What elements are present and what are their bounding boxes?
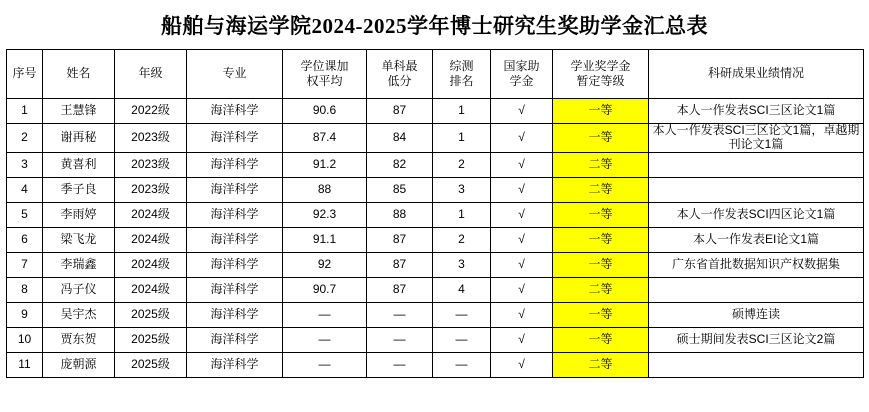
cell-research: 硕博连读 <box>649 302 864 327</box>
column-header-gpa <box>283 50 367 99</box>
cell-name: 黄喜利 <box>43 152 115 177</box>
cell-min-score: 88 <box>367 202 433 227</box>
cell-grade: 2025级 <box>115 302 187 327</box>
column-header-gpa-line1: 学位课加 <box>300 59 349 73</box>
cell-min-score: — <box>367 352 433 377</box>
cell-rank: 1 <box>433 202 491 227</box>
cell-award-level: 二等 <box>553 152 649 177</box>
table-row <box>7 202 864 227</box>
cell-major: 海洋科学 <box>187 202 283 227</box>
cell-min-score: 87 <box>367 227 433 252</box>
cell-grade: 2025级 <box>115 327 187 352</box>
cell-rank: — <box>433 352 491 377</box>
cell-research: 本人一作发表SCI三区论文1篇，卓越期刊论文1篇 <box>649 124 864 153</box>
column-header-rank <box>433 50 491 99</box>
cell-major: 海洋科学 <box>187 277 283 302</box>
cell-gpa: 92 <box>283 252 367 277</box>
table-row <box>7 302 864 327</box>
cell-index: 10 <box>7 327 43 352</box>
table-row <box>7 277 864 302</box>
cell-index: 2 <box>7 124 43 153</box>
column-header-name: 姓名 <box>43 50 115 99</box>
cell-grade: 2025级 <box>115 352 187 377</box>
cell-national-grant: √ <box>491 227 553 252</box>
cell-grade: 2024级 <box>115 202 187 227</box>
cell-national-grant: √ <box>491 124 553 153</box>
cell-rank: — <box>433 302 491 327</box>
cell-index: 3 <box>7 152 43 177</box>
column-header-index: 序号 <box>7 50 43 99</box>
cell-grade: 2022级 <box>115 99 187 124</box>
cell-major: 海洋科学 <box>187 124 283 153</box>
cell-min-score: 87 <box>367 99 433 124</box>
table-header <box>7 50 864 99</box>
page-title: 船舶与海运学院2024-2025学年博士研究生奖助学金汇总表 <box>161 14 708 38</box>
cell-national-grant: √ <box>491 327 553 352</box>
cell-major: 海洋科学 <box>187 352 283 377</box>
cell-grade: 2023级 <box>115 152 187 177</box>
cell-rank: 2 <box>433 152 491 177</box>
cell-rank: 4 <box>433 277 491 302</box>
cell-grade: 2023级 <box>115 124 187 153</box>
column-header-gpa-line2: 权平均 <box>306 74 343 88</box>
cell-index: 6 <box>7 227 43 252</box>
cell-name: 冯子仪 <box>43 277 115 302</box>
column-header-min-score-line2: 低分 <box>387 74 412 88</box>
cell-national-grant: √ <box>491 177 553 202</box>
cell-award-level: 一等 <box>553 202 649 227</box>
cell-name: 吴宇杰 <box>43 302 115 327</box>
column-header-award-level-line1: 学业奖学金 <box>570 59 631 73</box>
cell-major: 海洋科学 <box>187 99 283 124</box>
cell-gpa: — <box>283 327 367 352</box>
cell-index: 8 <box>7 277 43 302</box>
cell-index: 1 <box>7 99 43 124</box>
cell-research: 本人一作发表SCI三区论文1篇 <box>649 99 864 124</box>
cell-name: 贾东贺 <box>43 327 115 352</box>
cell-research <box>649 177 864 202</box>
cell-gpa: 90.7 <box>283 277 367 302</box>
cell-index: 4 <box>7 177 43 202</box>
cell-award-level: 一等 <box>553 302 649 327</box>
cell-award-level: 一等 <box>553 99 649 124</box>
cell-gpa: 87.4 <box>283 124 367 153</box>
cell-national-grant: √ <box>491 277 553 302</box>
column-header-award-level <box>553 50 649 99</box>
column-header-award-level-line2: 暂定等级 <box>576 74 625 88</box>
cell-research: 本人一作发表EI论文1篇 <box>649 227 864 252</box>
column-header-research: 科研成果业绩情况 <box>649 50 864 99</box>
cell-award-level: 一等 <box>553 252 649 277</box>
column-header-min-score-line1: 单科最 <box>381 59 418 73</box>
cell-index: 9 <box>7 302 43 327</box>
cell-award-level: 一等 <box>553 227 649 252</box>
cell-major: 海洋科学 <box>187 252 283 277</box>
column-header-rank-line2: 排名 <box>449 74 474 88</box>
cell-gpa: — <box>283 302 367 327</box>
table-row <box>7 352 864 377</box>
cell-gpa: 91.2 <box>283 152 367 177</box>
cell-award-level: 一等 <box>553 124 649 153</box>
cell-award-level: 一等 <box>553 327 649 352</box>
cell-min-score: 82 <box>367 152 433 177</box>
cell-name: 庞朝源 <box>43 352 115 377</box>
cell-national-grant: √ <box>491 152 553 177</box>
cell-index: 7 <box>7 252 43 277</box>
cell-name: 梁飞龙 <box>43 227 115 252</box>
cell-national-grant: √ <box>491 352 553 377</box>
column-header-major: 专业 <box>187 50 283 99</box>
cell-grade: 2024级 <box>115 252 187 277</box>
cell-major: 海洋科学 <box>187 152 283 177</box>
cell-rank: 3 <box>433 252 491 277</box>
cell-rank: 3 <box>433 177 491 202</box>
cell-award-level: 二等 <box>553 177 649 202</box>
cell-min-score: — <box>367 302 433 327</box>
table-row <box>7 252 864 277</box>
column-header-min-score <box>367 50 433 99</box>
cell-award-level: 二等 <box>553 352 649 377</box>
column-header-grade: 年级 <box>115 50 187 99</box>
column-header-national-grant-line2: 学金 <box>509 74 534 88</box>
cell-min-score: 84 <box>367 124 433 153</box>
table-row <box>7 152 864 177</box>
cell-min-score: 87 <box>367 252 433 277</box>
table-row <box>7 177 864 202</box>
cell-major: 海洋科学 <box>187 177 283 202</box>
cell-research <box>649 152 864 177</box>
table-row <box>7 99 864 124</box>
cell-index: 5 <box>7 202 43 227</box>
table-row <box>7 227 864 252</box>
cell-national-grant: √ <box>491 252 553 277</box>
cell-research <box>649 277 864 302</box>
cell-rank: — <box>433 327 491 352</box>
table-row <box>7 124 864 153</box>
cell-name: 季子良 <box>43 177 115 202</box>
cell-min-score: — <box>367 327 433 352</box>
column-header-national-grant-line1: 国家助 <box>503 59 540 73</box>
cell-name: 李雨婷 <box>43 202 115 227</box>
cell-research: 本人一作发表SCI四区论文1篇 <box>649 202 864 227</box>
cell-gpa: 91.1 <box>283 227 367 252</box>
cell-gpa: 90.6 <box>283 99 367 124</box>
cell-grade: 2023级 <box>115 177 187 202</box>
cell-national-grant: √ <box>491 202 553 227</box>
cell-national-grant: √ <box>491 99 553 124</box>
table-body <box>7 99 864 378</box>
cell-rank: 2 <box>433 227 491 252</box>
cell-rank: 1 <box>433 124 491 153</box>
column-header-national-grant <box>491 50 553 99</box>
cell-major: 海洋科学 <box>187 327 283 352</box>
cell-research <box>649 352 864 377</box>
cell-rank: 1 <box>433 99 491 124</box>
cell-grade: 2024级 <box>115 227 187 252</box>
column-header-rank-line1: 综测 <box>449 59 474 73</box>
scholarship-summary-table <box>6 49 864 378</box>
cell-name: 王慧锋 <box>43 99 115 124</box>
cell-min-score: 87 <box>367 277 433 302</box>
table-header-row <box>7 50 864 99</box>
cell-name: 李瑞鑫 <box>43 252 115 277</box>
cell-award-level: 二等 <box>553 277 649 302</box>
table-row <box>7 327 864 352</box>
cell-gpa: — <box>283 352 367 377</box>
cell-major: 海洋科学 <box>187 302 283 327</box>
cell-research: 广东省首批数据知识产权数据集 <box>649 252 864 277</box>
cell-grade: 2024级 <box>115 277 187 302</box>
cell-major: 海洋科学 <box>187 227 283 252</box>
cell-name: 谢再秘 <box>43 124 115 153</box>
cell-gpa: 92.3 <box>283 202 367 227</box>
cell-index: 11 <box>7 352 43 377</box>
cell-min-score: 85 <box>367 177 433 202</box>
cell-gpa: 88 <box>283 177 367 202</box>
cell-national-grant: √ <box>491 302 553 327</box>
cell-research: 硕士期间发表SCI三区论文2篇 <box>649 327 864 352</box>
